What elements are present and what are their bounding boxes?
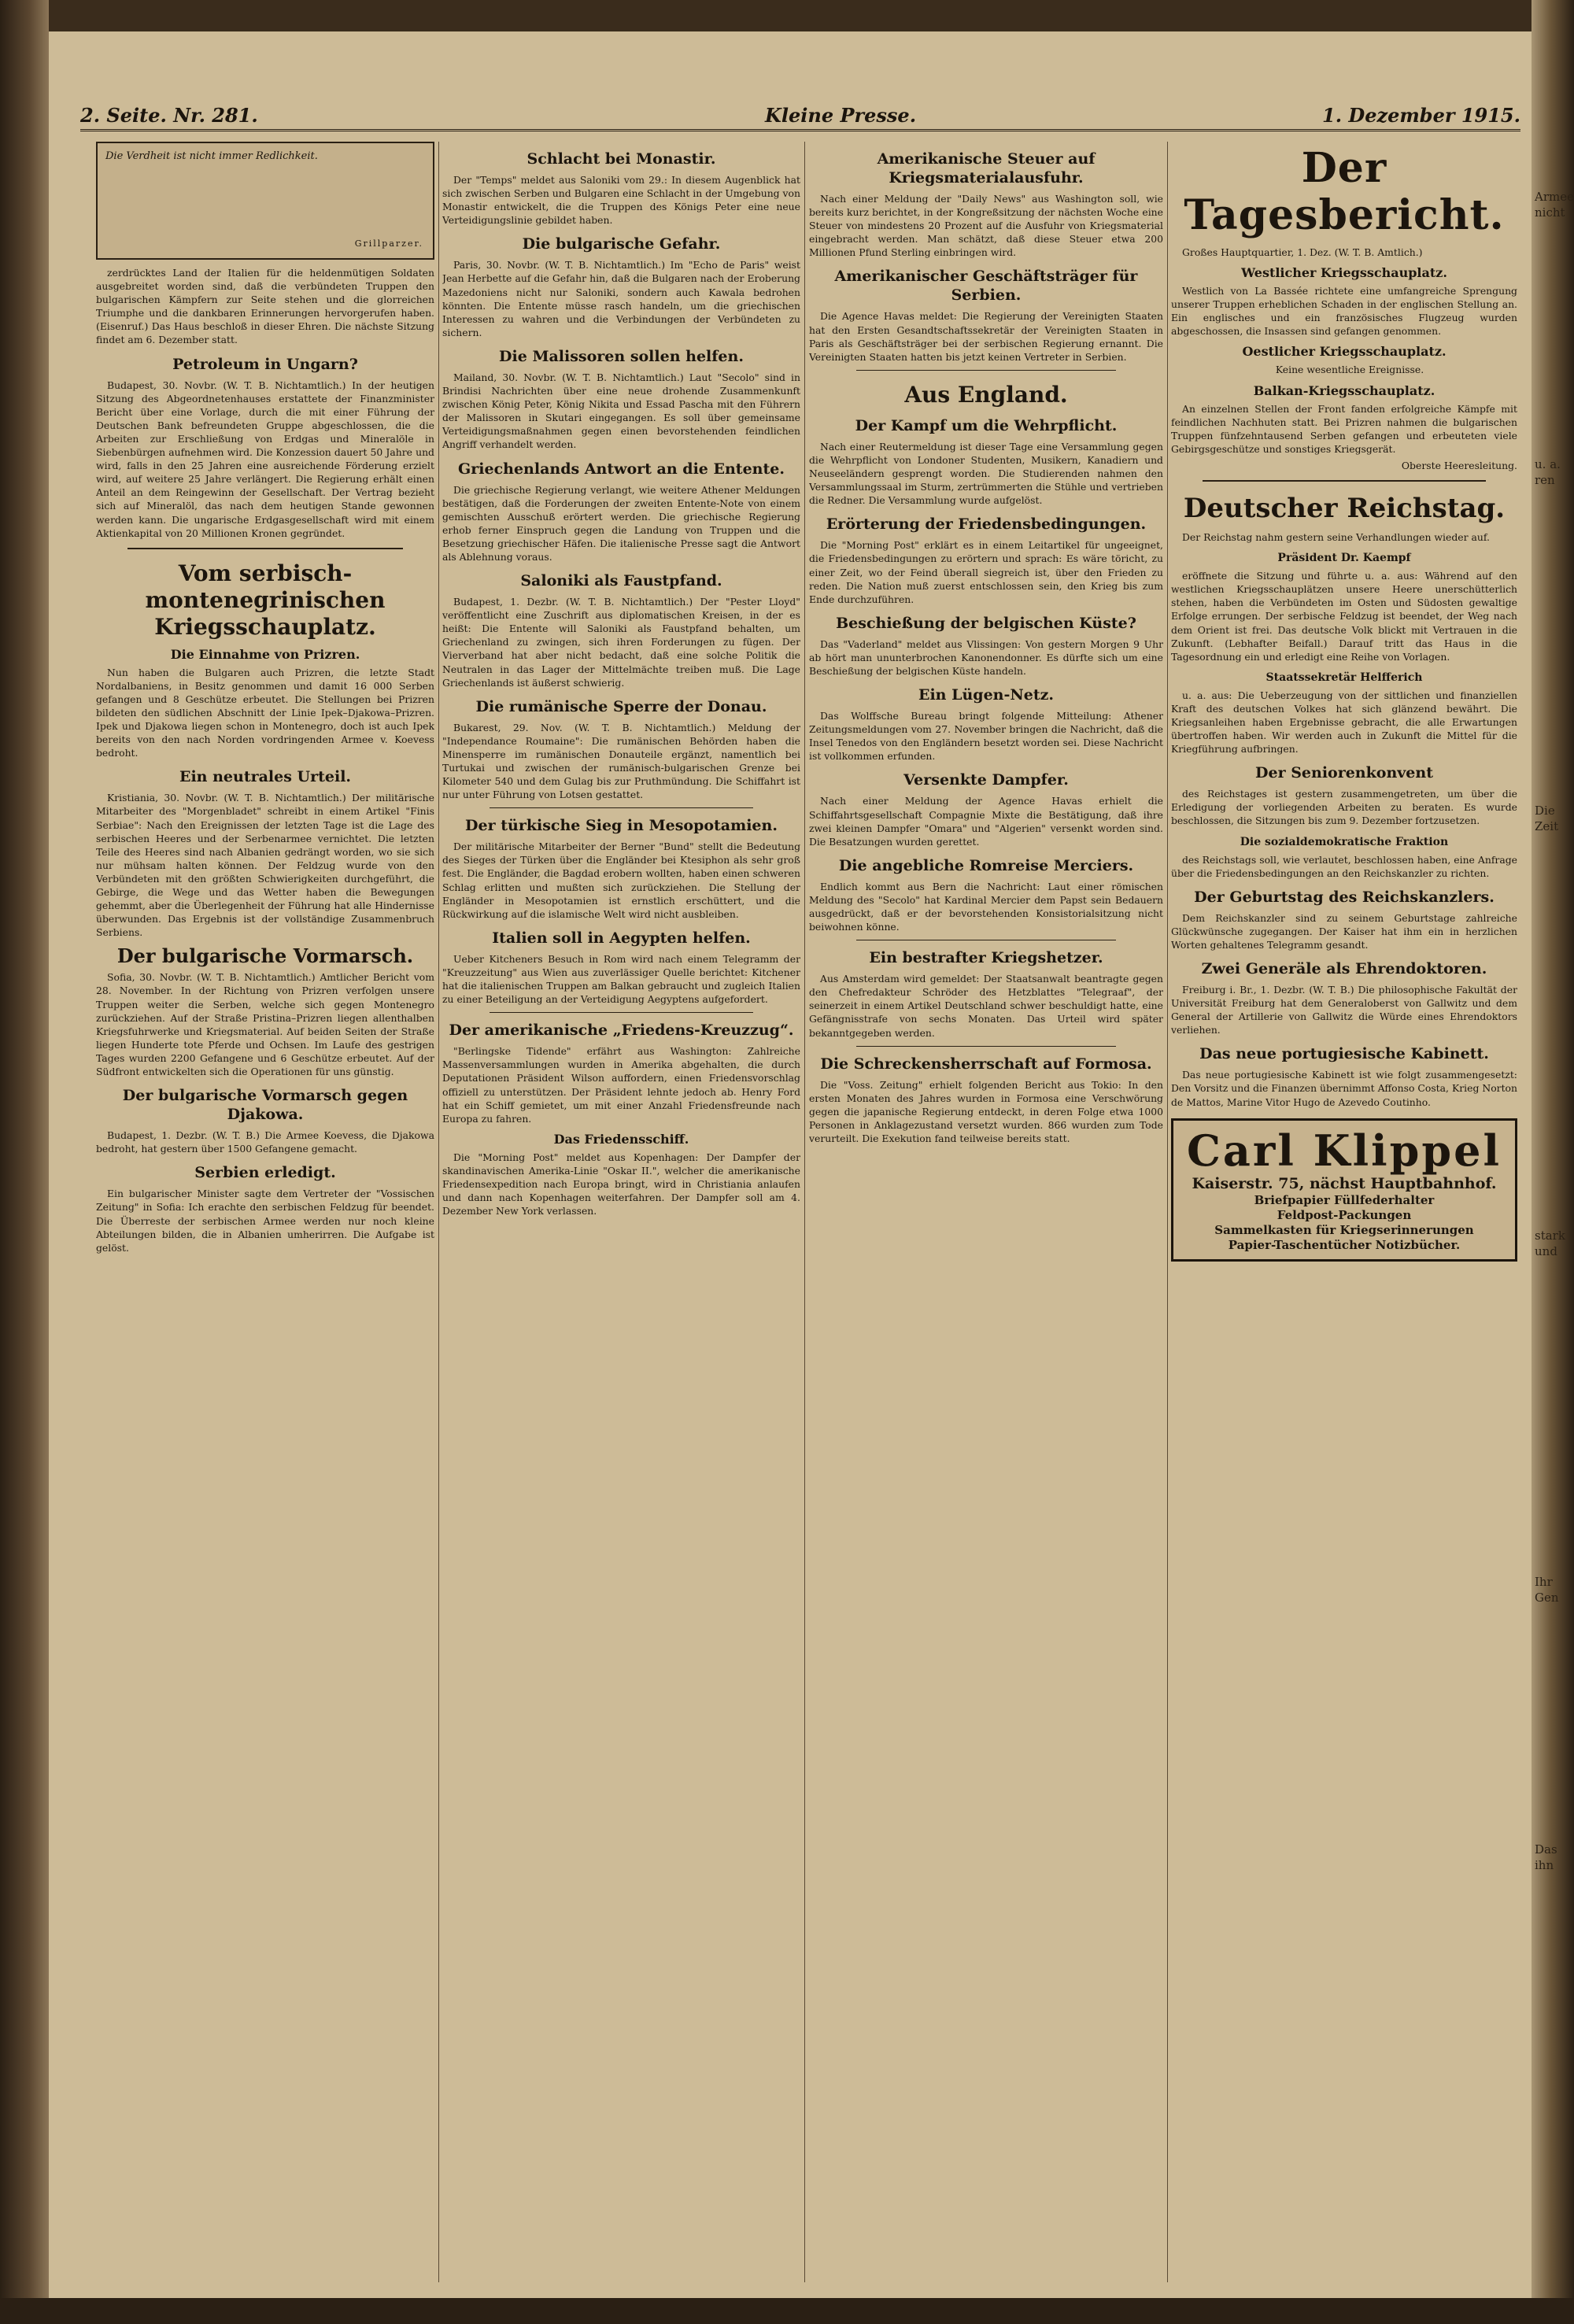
advertisement bbox=[1171, 1118, 1517, 1262]
edge-word: u. a. bbox=[1535, 457, 1561, 471]
column-divider bbox=[1167, 142, 1168, 2282]
article-text: Das neue portugiesische Kabinett ist wie folgt zusammengesetzt: Den Vorsitz und die Finanzen übernimmt Affonso Costa, Krieg Norton de Mattos, Marine Vitor Hugo de Azevedo Coutinho. bbox=[1171, 1069, 1517, 1108]
adjacent-page-edge bbox=[1532, 0, 1574, 2324]
headline: Die Einnahme von Prizren. bbox=[170, 646, 360, 662]
headline: Die bulgarische Gefahr. bbox=[522, 235, 721, 253]
headline: Petroleum in Ungarn? bbox=[172, 355, 358, 373]
article-text: An einzelnen Stellen der Front fanden erfolgreiche Kämpfe mit feindlichen Nachhuten statt. Bei Prizren nahmen die bulgarischen Truppen fünfzehntausend Serben gefangen und erbeuteten viele Gebirgsgeschütze und sonstiges Kriegsgerät. bbox=[1171, 402, 1517, 455]
article-text: Die "Voss. Zeitung" erhielt folgenden Bericht aus Tokio: In den ersten Monaten des Jahres wurden in Formosa eine Verschwörung gegen die japanische Regierung entdeckt, in deren Folge etwa 1000 Personen in Anklagezustand versetzt wurden. 866 wurden zum Tode verurteilt. Die Exekution fand teilweise bereits statt. bbox=[809, 1078, 1163, 1145]
headline: Oestlicher Kriegsschauplatz. bbox=[1242, 344, 1447, 360]
quote-author: Grillparzer. bbox=[354, 238, 423, 249]
headline: Amerikanische Steuer auf Kriegsmaterialausfuhr. bbox=[877, 150, 1096, 187]
issue-date: 1. Dezember 1915. bbox=[1322, 104, 1520, 127]
headline: Der bulgarische Vormarsch. bbox=[116, 944, 414, 968]
headline: Der türkische Sieg in Mesopotamien. bbox=[465, 817, 778, 835]
divider bbox=[856, 370, 1116, 371]
edge-word: stark bbox=[1535, 1229, 1565, 1243]
paper-name: Kleine Presse. bbox=[765, 104, 917, 127]
page-header bbox=[80, 101, 1520, 131]
headline: Schlacht bei Monastir. bbox=[527, 150, 716, 168]
headline: Amerikanischer Geschäftsträger für Serbien. bbox=[834, 268, 1138, 305]
article-text: Westlich von La Bassée richtete eine umfangreiche Sprengung unserer Truppen erheblichen Schaden in der englischen Stellung an. Ein englisches und ein französisches Flugzeug wurden abgeschossen, die Insassen sind gefangen genommen. bbox=[1171, 285, 1517, 338]
headline: Die Malissoren sollen helfen. bbox=[499, 347, 744, 365]
edge-word: nicht bbox=[1535, 205, 1565, 220]
article-text: Aus Amsterdam wird gemeldet: Der Staatsanwalt beantragte gegen den Chefredakteur Schröder des Hetzblattes "Telegraaf", der seinerzeit in einem Artikel Deutschland schwer beschuldigt hatte, eine Gefängnisstrafe von sechs Monaten. Das Urteil wird später bekanntgegeben werden. bbox=[809, 973, 1163, 1039]
article-text: Die Agence Havas meldet: Die Regierung der Vereinigten Staaten hat den Ersten Gesandtschaftssekretär der Vereinigten Staaten in Paris als Geschäftsträger bei der serbischen Regierung ernannt. Die Vereinigten Staaten hatten bis jetzt keinen Vertreter in Serbien. bbox=[809, 310, 1163, 363]
headline: Versenkte Dampfer. bbox=[903, 771, 1069, 789]
headline: Die Schreckensherrschaft auf Formosa. bbox=[820, 1055, 1152, 1073]
article-text: Der "Temps" meldet aus Saloniki vom 29.: In diesem Augenblick hat sich zwischen Serben und Bulgaren eine Schlacht in der Umgebung von Monastir entwickelt, die die Truppen des Königs Peter eine neue Verteidigungslinie gebildet haben. bbox=[442, 174, 800, 227]
speaker-line: Präsident Dr. Kaempf bbox=[1277, 552, 1411, 565]
article-text: Der militärische Mitarbeiter der Berner "Bund" stellt die Bedeutung des Sieges der Türken über die Engländer bei Ktesiphon als sehr groß fest. Die Engländer, die Bagdad erobern wollten, haben einen schweren Schlag erlitten und mußten sich zurückziehen. Die Stellung der Engländer in Mesopotamien ist ernstlich erschüttert, und die Rückwirkung auf die islamische Welt wird nicht ausbleiben. bbox=[442, 841, 800, 920]
edge-word: und bbox=[1535, 1244, 1557, 1258]
article-text: Kristiania, 30. Novbr. (W. T. B. Nichtamtlich.) Der militärische Mitarbeiter des "Morgenbladet" schreibt in einem Artikel "Finis Serbiae": Nach den Ereignissen der letzten Tage ist die Lage des serbischen Heeres und der Serbenarmee vernichtet. Die letzten Teile des Heeres sind nach Albanien gedrängt worden, wo sie sich nur mühsam halten können. Der Feldzug wurde von den Verbündeten mit den größten Schwierigkeiten durchgeführt, die Gebirge, die Wege und das Wetter haben die Bewegungen gehemmt, aber die Überlegenheit der Führung hat alle Hindernisse überwunden. Das Ergebnis ist der vollständige Zusammenbruch Serbiens. bbox=[96, 792, 434, 939]
article-text: Nun haben die Bulgaren auch Prizren, die letzte Stadt Nordalbaniens, in Besitz genommen und damit 16 000 Serben gefangen und 8 Geschütze erbeutet. Die Stellungen bei Prizren bildeten den südlichen Abschnitt der Linie Ipek–Djakowa–Prizren. Ipek und Djakowa liegen schon in Montenegro, doch ist auch Ipek bereits von den nach Norden vordringenden Armee v. Koevess bedroht. bbox=[96, 666, 434, 759]
edge-word: Zeit bbox=[1535, 819, 1559, 833]
book-binding bbox=[0, 0, 49, 2324]
article-text: Budapest, 1. Dezbr. (W. T. B.) Die Armee Koevess, die Djakowa bedroht, hat gestern über 1500 Gefangene gemacht. bbox=[96, 1129, 434, 1155]
article-text: Das Wolffsche Bureau bringt folgende Mitteilung: Athener Zeitungsmeldungen vom 27. November bringen die Nachricht, daß die Insel Tenedos von den Engländern besetzt worden sei. Diese Nachricht ist vollkommen erfunden. bbox=[809, 710, 1163, 763]
section-headline: Der Tagesbericht. bbox=[1184, 144, 1505, 239]
headline: Serbien erledigt. bbox=[194, 1164, 336, 1182]
headline: Das neue portugiesische Kabinett. bbox=[1199, 1045, 1489, 1063]
article-text: Bukarest, 29. Nov. (W. T. B. Nichtamtlich.) Meldung der "Independance Roumaine": Die rumänischen Behörden haben die Minensperre im rumänischen Donauteile ergänzt, namentlich bei Turtukai und zwischen der rumänisch-bulgarischen Grenze bei Kilometer 540 und dem Gulag bis zur Pruthmündung. Die Schiffahrt ist nur unter Führung von Lotsen gestattet. bbox=[442, 721, 800, 801]
column-divider bbox=[804, 142, 805, 2282]
speaker-line: Staatssekretär Helfferich bbox=[1265, 671, 1423, 684]
signature: Oberste Heeresleitung. bbox=[1401, 459, 1517, 471]
ad-line: Briefpapier Füllfederhalter bbox=[1254, 1192, 1435, 1207]
headline: Die angebliche Romreise Merciers. bbox=[838, 856, 1134, 874]
article-text: Nach einer Meldung der Agence Havas erhielt die Schiffahrtsgesellschaft Compagnie Mixte die Bestätigung, daß ihre zwei kleinen Dampfer "Omara" und "Algerien" versenkt worden sind. Die Besatzungen wurden gerettet. bbox=[809, 795, 1163, 848]
article-text: Sofia, 30. Novbr. (W. T. B. Nichtamtlich.) Amtlicher Bericht vom 28. November. In der Richtung von Prizren verfolgen unsere Truppen weiter die Serben, welche sich gegen Montenegro zurückziehen. Auf der Straße Pristina–Prizren liegen allenthalben Kriegsfuhrwerke und Kriegsmaterial. Auf beiden Seiten der Straße liegen Hunderte tote Pferde und Ochsen. Im Laufe des gestrigen Tages wurden 2200 Gefangene und 6 Geschütze erbeutet. Auf der Südfront entwickelten sich die Operationen für uns günstig. bbox=[96, 971, 434, 1078]
article-text: Der Reichstag nahm gestern seine Verhandlungen wieder auf. bbox=[1182, 531, 1490, 544]
edge-word: Gen bbox=[1535, 1591, 1559, 1605]
article-text: Freiburg i. Br., 1. Dezbr. (W. T. B.) Die philosophische Fakultät der Universität Freiburg hat dem Generaloberst von Gallwitz und dem General der Artillerie von Gallwitz die Würde eines Ehrendoktors verliehen. bbox=[1171, 984, 1517, 1036]
quote-box bbox=[96, 142, 434, 260]
ad-company-name: Carl Klippel bbox=[1186, 1125, 1502, 1176]
column-divider bbox=[438, 142, 439, 2282]
article-text: Die "Morning Post" erklärt es in einem Leitartikel für ungeeignet, die Friedensbedingungen zu erörtern und sprach: Es wäre töricht, zu einer Zeit, wo der Feind überall siegreich ist, über den Frieden zu reden. Die Nation muß zuerst entschlossen sein, den Krieg bis zum Ende durchzuführen. bbox=[809, 539, 1163, 605]
headline: Westlicher Kriegsschauplatz. bbox=[1241, 265, 1447, 281]
ad-line: Sammelkasten für Kriegserinnerungen bbox=[1214, 1222, 1474, 1237]
headline: Erörterung der Friedensbedingungen. bbox=[826, 515, 1147, 534]
article-text: Budapest, 30. Novbr. (W. T. B. Nichtamtlich.) In der heutigen Sitzung des Abgeordnetenhauses erstattete der Finanzminister Bericht über eine Vorlage, durch die mit einer Führung der Deutschen Bank befreundeten Gruppe abgeschlossen, die die Arbeiten zur Erschließung von Erdgas und Mineralöle in Siebenbürgen aufnehmen wird. Die Konzession dauert 50 Jahre und wird, falls in den 25 Jahren eine ausreichende Förderung erzielt wird, auf weitere 25 Jahre verlängert. Die Regierung erhält einen Anteil an dem Reingewinn der Gesellschaft. Der Vertrag bezieht sich auf Mineralöl, das nach dem heutigen Stande gewonnen werden kann. Die ungarische Erdgasgesellschaft wird mit einem Aktienkapital von 20 Millionen Kronen gegründet. bbox=[96, 379, 434, 539]
headline: Beschießung der belgischen Küste? bbox=[836, 614, 1136, 632]
headline: Die rumänische Sperre der Donau. bbox=[475, 697, 767, 715]
headline: Der Seniorenkonvent bbox=[1255, 764, 1433, 782]
headline: Der Geburtstag des Reichskanzlers. bbox=[1194, 888, 1495, 906]
headline: Ein Lügen-Netz. bbox=[918, 686, 1054, 704]
article-text: Keine wesentliche Ereignisse. bbox=[1275, 364, 1424, 376]
article-text: eröffnete die Sitzung und führte u. a. aus: Während auf den westlichen Kriegsschauplätzen unsere Heere unerschütterlich stehen, haben die Verbündeten im Osten und Südosten gewaltige Erfolge errungen. Der serbische Feldzug ist beendet, der Weg nach dem Orient ist frei. Das deutsche Volk blickt mit Vertrauen in die Zukunft. (Lebhafter Beifall.) Darauf tritt das Haus in die Tagesordnung ein und erledigt eine Reihe von Vorlagen. bbox=[1171, 570, 1517, 663]
article-text: zerdrücktes Land der Italien für die heldenmütigen Soldaten ausgebreitet worden sind, daß die verbündeten Truppen den bulgarischen Kämpfern zur Seite stehen und die glorreichen Triumphe und die dankbaren Erinnerungen hervorgerufen haben. (Eisenruf.) Das Haus beschloß in dieser Ehren. Die nächste Sitzung findet am 6. Dezember statt. bbox=[96, 267, 434, 346]
article-text: Die griechische Regierung verlangt, wie weitere Athener Meldungen bestätigen, daß die Forderungen der zweiten Entente-Note von einem gemischten Ausschuß erörtert werden. Die griechische Regierung erhob ferner Einspruch gegen die Landung von Truppen und die Besetzung griechischer Häfen. Die italienische Presse sagt die Antwort als Ablehnung voraus. bbox=[442, 483, 800, 563]
article-text: Paris, 30. Novbr. (W. T. B. Nichtamtlich.) Im "Echo de Paris" weist Jean Herbette auf die Gefahr hin, daß die Bulgaren nach der Eroberung Mazedoniens nicht nur Saloniki, sondern auch Kawala bedrohen könnten. Die Entente müsse rasch handeln, um die griechischen Interessen zu wahren und die Verbindungen der Verbündeten zu sichern. bbox=[442, 259, 800, 338]
article-text: Ueber Kitcheners Besuch in Rom wird nach einem Telegramm der "Kreuzzeitung" aus Wien aus zuverlässiger Quelle berichtet: Kitchener hat die italienischen Truppen am Balkan gebraucht und zugleich Italien zu einer Beteiligung an der Verteidigung Aegyptens aufgefordert. bbox=[442, 952, 800, 1006]
divider bbox=[127, 548, 403, 549]
edge-word: Die bbox=[1535, 804, 1555, 818]
headline: Zwei Generäle als Ehrendoktoren. bbox=[1201, 960, 1487, 977]
article-text: des Reichstages ist gestern zusammengetreten, um über die Erledigung der vorliegenden Arbeiten zu beraten. Es wurde beschlossen, die Sitzungen bis zum 9. Dezember fortzusetzen. bbox=[1171, 788, 1517, 827]
ad-line: Papier-Taschentücher Notizbücher. bbox=[1228, 1237, 1461, 1252]
divider bbox=[490, 1012, 753, 1013]
article-text: Endlich kommt aus Bern die Nachricht: Laut einer römischen Meldung des "Secolo" hat Kardinal Mercier dem Papst sein Bedauern ausgedrückt, daß er der bevorstehenden Konsistorialsitzung nicht beiwohnen könne. bbox=[809, 880, 1163, 933]
newspaper-page bbox=[49, 31, 1532, 2298]
quote-text: Die Verdheit ist nicht immer Redlichkeit. bbox=[105, 150, 318, 162]
edge-word: Armee bbox=[1535, 190, 1574, 204]
headline: Balkan-Kriegsschauplatz. bbox=[1253, 382, 1435, 398]
ad-address: Kaiserstr. 75, nächst Hauptbahnhof. bbox=[1192, 1174, 1497, 1192]
scan-shadow bbox=[0, 2298, 1574, 2324]
article-text: "Berlingske Tidende" erfährt aus Washington: Zahlreiche Massenversammlungen wurden in Amerika abgehalten, die durch Deputationen Präsident Wilson auffordern, einen Friedensvorschlag offiziell zu unterstützen. Der Präsident lehnte jedoch ab. Henry Ford hat ein Schiff gemietet, um mit einer Anzahl Friedensfreunde nach Europa zu fahren. bbox=[442, 1045, 800, 1125]
headline: Ein bestrafter Kriegshetzer. bbox=[869, 949, 1103, 967]
ad-line: Feldpost-Packungen bbox=[1277, 1207, 1412, 1222]
divider bbox=[856, 1046, 1116, 1047]
article-text: Nach einer Reutermeldung ist dieser Tage eine Versammlung gegen die Wehrpflicht von Londoner Studenten, Musikern, Kanadiern und Neuseeländern gesprengt worden. Die Studierenden nahmen den Versammlungssaal im Sturm, zertrümmerten die Stühle und vertrieben die Redner. Die Versammlung wurde aufgelöst. bbox=[809, 440, 1163, 507]
page-number: 2. Seite. Nr. 281. bbox=[80, 104, 258, 127]
article-text: Budapest, 1. Dezbr. (W. T. B. Nichtamtlich.) Der "Pester Lloyd" veröffentlicht eine Zuschrift aus diplomatischen Kreisen, in der es heißt: Die Entente will Saloniki als Faustpfand behalten, um Griechenland zu zwingen, sich ihren Forderungen zu fügen. Der Vierverband hat aber nicht bedacht, daß eine solche Politik die Neutralen in das Lager der Mittelmächte treiben muß. Die Lage Griechenlands ist äußerst schwierig. bbox=[442, 596, 800, 689]
headline: Der bulgarische Vormarsch gegen Djakowa. bbox=[122, 1087, 408, 1124]
edge-word: ihn bbox=[1535, 1858, 1554, 1872]
section-headline: Deutscher Reichstag. bbox=[1183, 493, 1506, 525]
section-headline: Aus England. bbox=[904, 381, 1068, 408]
article-text: Die "Morning Post" meldet aus Kopenhagen: Der Dampfer der skandinavischen Amerika-Linie "Oskar II.", welcher die amerikanische Friedensexpedition nach Europa bringt, wird in Christiania anlaufen und dann nach Kopenhagen weiterfahren. Der Dampfer soll am 4. Dezember New York verlassen. bbox=[442, 1151, 800, 1217]
headline: Griechenlands Antwort an die Entente. bbox=[458, 460, 785, 478]
headline: Die sozialdemokratische Fraktion bbox=[1240, 835, 1449, 848]
divider bbox=[1203, 480, 1486, 482]
column-2 bbox=[442, 142, 800, 1221]
headline: Das Friedensschiff. bbox=[553, 1131, 689, 1147]
section-headline: Vom serbisch-montenegrinischen Kriegsschauplatz. bbox=[145, 560, 386, 640]
article-text: Nach einer Meldung der "Daily News" aus Washington soll, wie bereits kurz berichtet, in der Kongreßsitzung der nächsten Woche eine Steuer von mindestens 20 Prozent auf die Ausfuhr von Kriegsmaterial eingebracht werden. Man schätzt, daß diese Steuer etwa 200 Millionen Pfund Sterling einbringen wird. bbox=[809, 193, 1163, 259]
divider bbox=[490, 807, 753, 808]
headline: Der amerikanische „Friedens-Kreuzzug“. bbox=[449, 1022, 794, 1040]
headline: Der Kampf um die Wehrpflicht. bbox=[855, 416, 1118, 434]
article-text: des Reichstags soll, wie verlautet, beschlossen haben, eine Anfrage über die Friedensbedingungen an den Reichskanzler zu richten. bbox=[1171, 853, 1517, 879]
edge-word: Das bbox=[1535, 1842, 1557, 1857]
column-1 bbox=[96, 142, 434, 1258]
column-4 bbox=[1171, 142, 1517, 1262]
headline: Saloniki als Faustpfand. bbox=[520, 572, 722, 590]
column-3 bbox=[809, 142, 1163, 1148]
article-text: Das "Vaderland" meldet aus Vlissingen: Von gestern Morgen 9 Uhr ab hört man ununterbrochen Kanonendonner. Es dürfte sich um eine Beschießung der belgischen Küste handeln. bbox=[809, 637, 1163, 677]
headline: Ein neutrales Urteil. bbox=[179, 768, 352, 786]
article-text: Dem Reichskanzler sind zu seinem Geburtstage zahlreiche Glückwünsche zugegangen. Der Kaiser hat ihm ein in herzlichen Worten gehaltenes Telegramm gesandt. bbox=[1171, 911, 1517, 951]
edge-word: ren bbox=[1535, 473, 1555, 487]
article-text: Mailand, 30. Novbr. (W. T. B. Nichtamtlich.) Laut "Secolo" sind in Brindisi Nachrichten über eine neue drohende Zusammenkunft zwischen König Peter, König Nikita und Essad Pascha mit den Führern der Malissoren in Skutari eingegangen. Es soll über gemeinsame Verteidigungsmaßnahmen gegen einen bevorstehenden feindlichen Angriff verhandelt werden. bbox=[442, 371, 800, 451]
dateline: Großes Hauptquartier, 1. Dez. (W. T. B. Amtlich.) bbox=[1182, 246, 1423, 258]
headline: Italien soll in Aegypten helfen. bbox=[492, 929, 751, 947]
article-text: u. a. aus: Die Ueberzeugung von der sittlichen und finanziellen Kraft des deutschen Volkes hat sich glänzend bewährt. Die Kriegsanleihen haben Ergebnisse gebracht, die alle Erwartungen übertroffen haben. Wir werden auch in Zukunft die Mittel für die Kriegführung aufbringen. bbox=[1171, 689, 1517, 756]
edge-word: Ihr bbox=[1535, 1575, 1553, 1589]
article-text: Ein bulgarischer Minister sagte dem Vertreter der "Vossischen Zeitung" in Sofia: Ich erachte den serbischen Feldzug für beendet. Die Überreste der serbischen Armee werden nur noch kleine Abteilungen bilden, die in Albanien umherirren. Die Aufgabe ist gelöst. bbox=[96, 1188, 434, 1254]
